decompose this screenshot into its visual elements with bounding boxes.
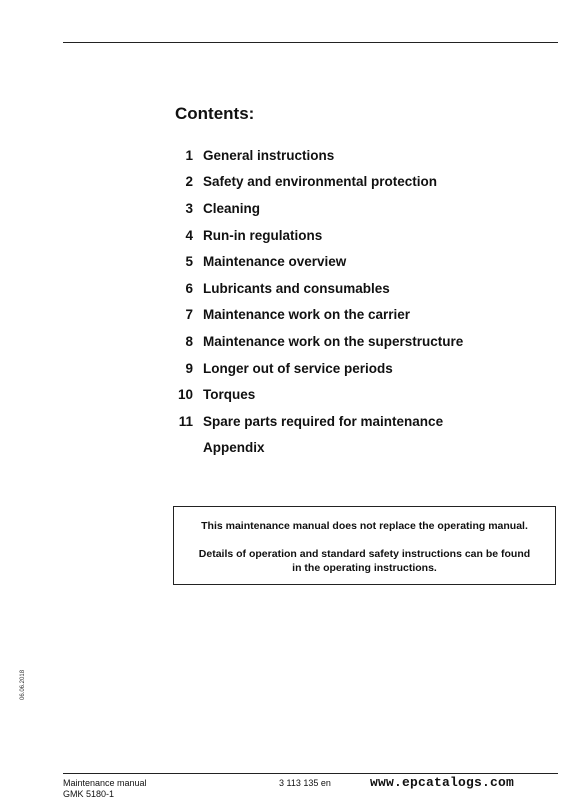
toc-item-number: 7: [185, 307, 193, 323]
toc-item-number: 10: [177, 387, 193, 403]
header-rule: [63, 42, 558, 43]
toc-item-number: 4: [185, 227, 193, 243]
print-date: 06.06.2018: [20, 669, 26, 700]
toc-item-number: 2: [185, 174, 193, 190]
toc-item-number: 1: [185, 147, 193, 163]
toc-item-title: Maintenance work on the superstructure: [203, 333, 464, 349]
toc-item-title: Maintenance work on the carrier: [203, 307, 411, 323]
notice-details: [174, 547, 555, 575]
toc-item-number: 5: [185, 254, 193, 270]
footer-doc-info: [63, 778, 147, 800]
toc-item-title: Maintenance overview: [203, 254, 347, 270]
toc-item[interactable]: [173, 142, 463, 169]
toc-item[interactable]: [173, 302, 463, 329]
notice-box: [173, 506, 556, 585]
footer-doc-number: 3 113 135 en: [279, 778, 331, 788]
notice-text: This maintenance manual does not replace the operating manual.: [201, 520, 528, 532]
footer-doc-title: Maintenance manual: [63, 778, 147, 788]
toc-item[interactable]: [173, 275, 463, 302]
toc-item-number: 6: [185, 280, 193, 296]
toc-item[interactable]: [173, 222, 463, 249]
toc-item-title: Longer out of service periods: [203, 360, 393, 376]
page-title: Contents:: [175, 104, 255, 123]
toc-item-title: Safety and environmental protection: [203, 174, 438, 190]
toc-item-title: Appendix: [203, 440, 265, 456]
toc-item-title: Spare parts required for maintenance: [203, 413, 444, 429]
notice-details-line: in the operating instructions.: [292, 562, 437, 574]
table-of-contents: [173, 142, 463, 461]
toc-item[interactable]: [173, 248, 463, 275]
toc-item-title: Run-in regulations: [203, 227, 323, 243]
toc-item[interactable]: [173, 408, 463, 435]
toc-item-title: General instructions: [203, 147, 335, 163]
toc-item-number: 11: [178, 413, 193, 429]
toc-item[interactable]: [173, 355, 463, 382]
toc-item-appendix[interactable]: [173, 435, 463, 462]
toc-item-number: 3: [185, 200, 193, 216]
toc-item-title: Cleaning: [203, 200, 261, 216]
toc-item[interactable]: [173, 381, 463, 408]
toc-item-title: Torques: [203, 387, 256, 403]
toc-item-number: 8: [185, 333, 193, 349]
toc-item[interactable]: [173, 328, 463, 355]
footer-model: GMK 5180-1: [63, 789, 115, 799]
toc-item[interactable]: [173, 169, 463, 196]
watermark-url: www.epcatalogs.com: [370, 775, 515, 790]
footer-rule: [63, 773, 558, 774]
toc-item[interactable]: [173, 195, 463, 222]
toc-item-title: Lubricants and consumables: [203, 280, 390, 296]
notice-details-line: Details of operation and standard safety instructions can be found: [198, 548, 531, 560]
toc-item-number: 9: [185, 360, 193, 376]
